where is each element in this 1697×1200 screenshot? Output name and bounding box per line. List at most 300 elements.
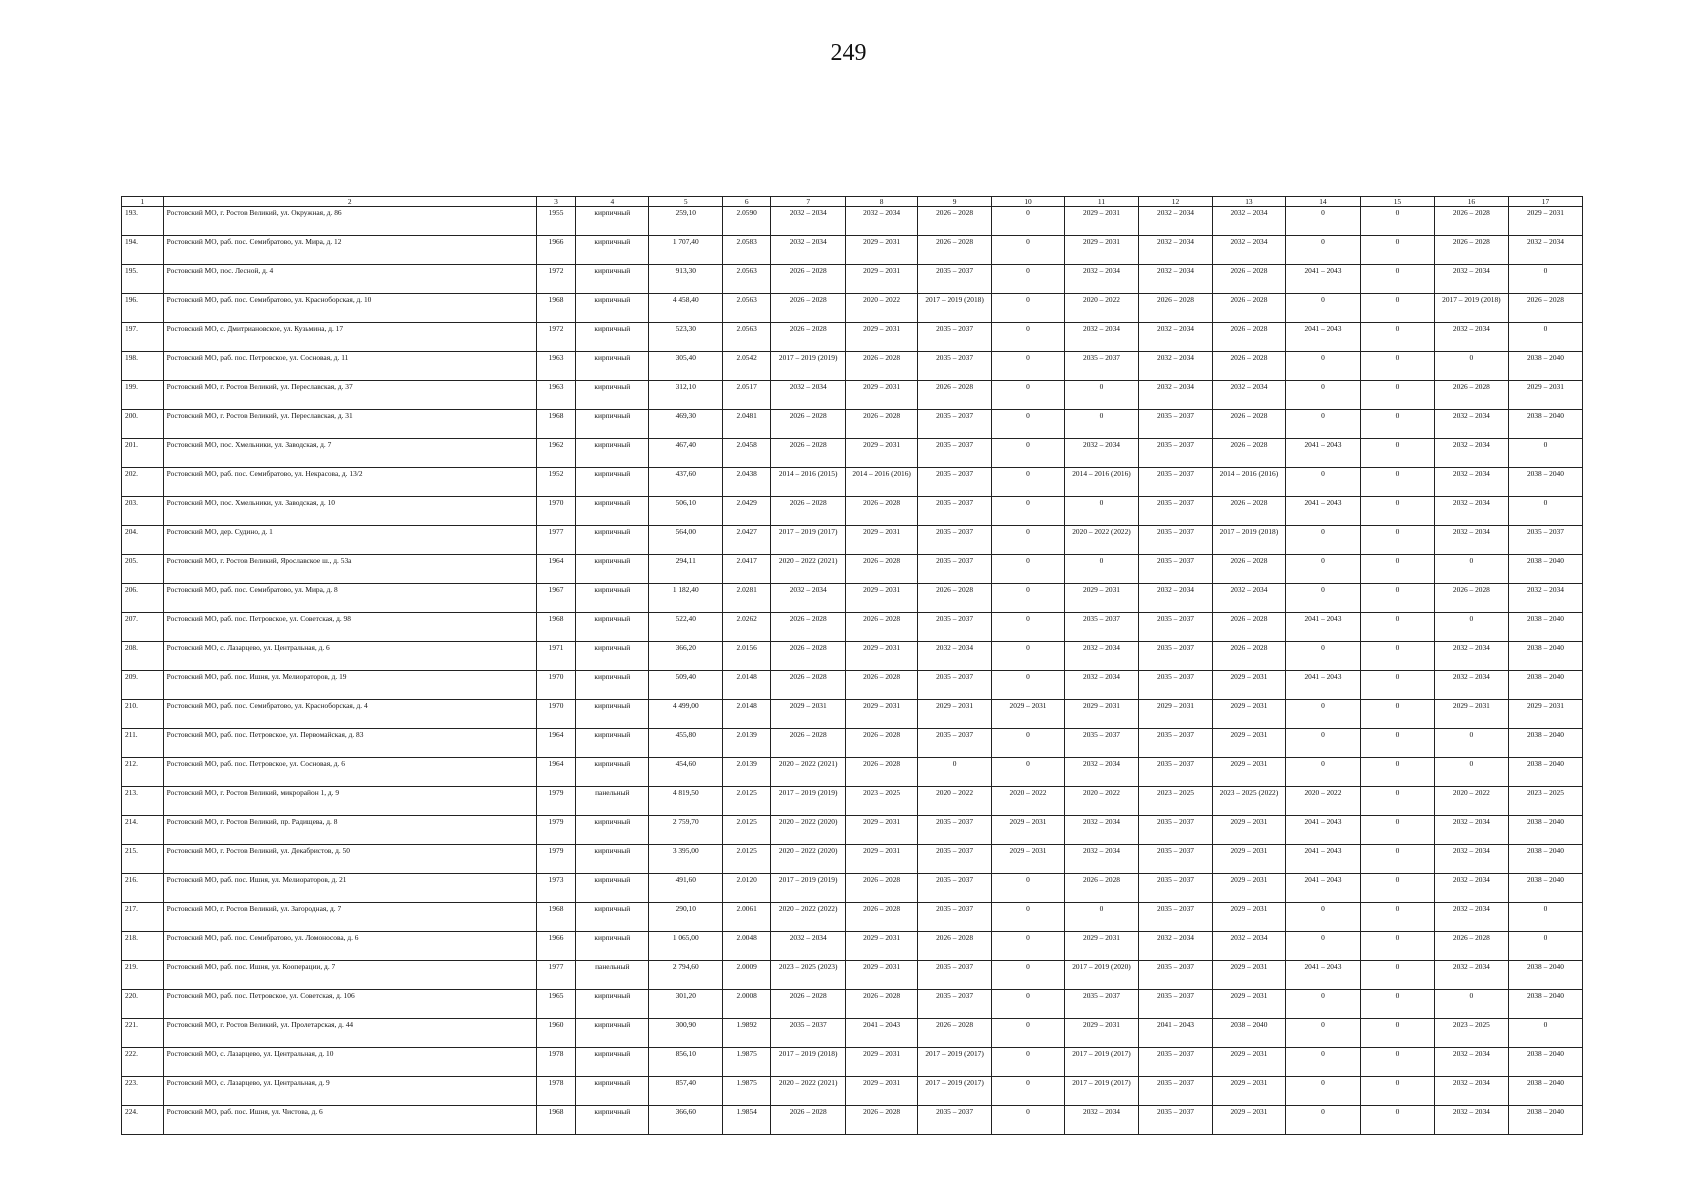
table-cell-col-2: Ростовский МО, раб. пос. Петровское, ул. Первомайская, д. 83 xyxy=(163,729,536,758)
table-cell-col-12: 2035 – 2037 xyxy=(1138,845,1212,874)
table-cell-col-17: 2038 – 2040 xyxy=(1508,468,1582,497)
table-cell-col-15: 0 xyxy=(1360,584,1434,613)
table-cell-col-5: 4 458,40 xyxy=(649,294,723,323)
table-cell-col-17: 2038 – 2040 xyxy=(1508,874,1582,903)
table-cell-col-2: Ростовский МО, с. Лазарцево, ул. Центральная, д. 6 xyxy=(163,642,536,671)
table-cell-col-13: 2026 – 2028 xyxy=(1212,439,1285,468)
table-cell-col-4: панельный xyxy=(576,961,649,990)
table-cell-col-3: 1964 xyxy=(536,555,576,584)
table-cell-col-11: 0 xyxy=(1065,903,1139,932)
table-cell-col-11: 2017 – 2019 (2017) xyxy=(1065,1048,1139,1077)
table-cell-col-3: 1973 xyxy=(536,874,576,903)
table-cell-col-13: 2029 – 2031 xyxy=(1212,903,1285,932)
table-cell-col-15: 0 xyxy=(1360,439,1434,468)
table-cell-col-16: 2032 – 2034 xyxy=(1434,671,1508,700)
table-cell-col-11: 2029 – 2031 xyxy=(1065,207,1139,236)
table-cell-col-12: 2032 – 2034 xyxy=(1138,932,1212,961)
table-cell-col-6: 2.0438 xyxy=(723,468,771,497)
table-cell-col-12: 2035 – 2037 xyxy=(1138,671,1212,700)
table-cell-col-6: 2.0427 xyxy=(723,526,771,555)
table-cell-col-8: 2026 – 2028 xyxy=(846,497,918,526)
table-cell-col-11: 2029 – 2031 xyxy=(1065,700,1139,729)
table-cell-col-9: 2026 – 2028 xyxy=(918,932,992,961)
table-cell-col-15: 0 xyxy=(1360,758,1434,787)
table-cell-col-3: 1968 xyxy=(536,903,576,932)
table-cell-col-5: 1 065,00 xyxy=(649,932,723,961)
table-cell-col-13: 2032 – 2034 xyxy=(1212,381,1285,410)
table-cell-col-2: Ростовский МО, раб. пос. Петровское, ул. Сосновая, д. 11 xyxy=(163,352,536,381)
table-cell-col-4: кирпичный xyxy=(576,671,649,700)
table-cell-col-8: 2029 – 2031 xyxy=(846,1077,918,1106)
table-cell-col-17: 2038 – 2040 xyxy=(1508,555,1582,584)
table-cell-col-1: 196. xyxy=(122,294,164,323)
table-cell-col-15: 0 xyxy=(1360,613,1434,642)
table-cell-col-2: Ростовский МО, с. Дмитриановское, ул. Кузьмина, д. 17 xyxy=(163,323,536,352)
table-cell-col-6: 2.0481 xyxy=(723,410,771,439)
table-cell-col-15: 0 xyxy=(1360,555,1434,584)
table-cell-col-15: 0 xyxy=(1360,294,1434,323)
table-cell-col-12: 2032 – 2034 xyxy=(1138,323,1212,352)
table-cell-col-12: 2035 – 2037 xyxy=(1138,1106,1212,1135)
table-cell-col-16: 2032 – 2034 xyxy=(1434,903,1508,932)
table-cell-col-4: кирпичный xyxy=(576,642,649,671)
table-cell-col-10: 0 xyxy=(992,526,1065,555)
table-cell-col-11: 2020 – 2022 (2022) xyxy=(1065,526,1139,555)
table-cell-col-5: 2 794,60 xyxy=(649,961,723,990)
table-cell-col-13: 2026 – 2028 xyxy=(1212,323,1285,352)
column-header-12: 12 xyxy=(1138,197,1212,207)
table-cell-col-8: 2029 – 2031 xyxy=(846,1048,918,1077)
table-cell-col-17: 2038 – 2040 xyxy=(1508,671,1582,700)
table-cell-col-15: 0 xyxy=(1360,642,1434,671)
table-cell-col-2: Ростовский МО, раб. пос. Петровское, ул. Сосновая, д. 6 xyxy=(163,758,536,787)
table-cell-col-11: 0 xyxy=(1065,555,1139,584)
table-cell-col-15: 0 xyxy=(1360,874,1434,903)
table-cell-col-17: 2026 – 2028 xyxy=(1508,294,1582,323)
table-cell-col-13: 2029 – 2031 xyxy=(1212,1106,1285,1135)
table-cell-col-12: 2035 – 2037 xyxy=(1138,555,1212,584)
table-cell-col-11: 2032 – 2034 xyxy=(1065,845,1139,874)
table-cell-col-4: кирпичный xyxy=(576,381,649,410)
table-cell-col-13: 2032 – 2034 xyxy=(1212,932,1285,961)
table-cell-col-14: 0 xyxy=(1285,381,1360,410)
table-cell-col-11: 0 xyxy=(1065,410,1139,439)
table-cell-col-8: 2026 – 2028 xyxy=(846,1106,918,1135)
table-cell-col-17: 2038 – 2040 xyxy=(1508,1048,1582,1077)
table-cell-col-16: 2032 – 2034 xyxy=(1434,961,1508,990)
table-cell-col-3: 1964 xyxy=(536,729,576,758)
table-row xyxy=(122,961,1583,990)
table-cell-col-12: 2032 – 2034 xyxy=(1138,352,1212,381)
table-cell-col-15: 0 xyxy=(1360,787,1434,816)
table-cell-col-6: 2.0563 xyxy=(723,294,771,323)
table-cell-col-5: 469,30 xyxy=(649,410,723,439)
table-cell-col-12: 2035 – 2037 xyxy=(1138,497,1212,526)
table-cell-col-13: 2029 – 2031 xyxy=(1212,671,1285,700)
table-cell-col-2: Ростовский МО, раб. пос. Семибратово, ул. Ломоносова, д. 6 xyxy=(163,932,536,961)
table-cell-col-8: 2029 – 2031 xyxy=(846,642,918,671)
table-cell-col-4: кирпичный xyxy=(576,1077,649,1106)
table-cell-col-4: кирпичный xyxy=(576,903,649,932)
column-header-11: 11 xyxy=(1065,197,1139,207)
table-cell-col-5: 305,40 xyxy=(649,352,723,381)
column-header-2: 2 xyxy=(163,197,536,207)
table-cell-col-6: 2.0120 xyxy=(723,874,771,903)
table-cell-col-7: 2026 – 2028 xyxy=(771,294,846,323)
table-cell-col-3: 1964 xyxy=(536,758,576,787)
table-cell-col-3: 1966 xyxy=(536,236,576,265)
table-cell-col-10: 0 xyxy=(992,294,1065,323)
table-cell-col-8: 2029 – 2031 xyxy=(846,816,918,845)
table-cell-col-7: 2020 – 2022 (2020) xyxy=(771,845,846,874)
table-cell-col-11: 2020 – 2022 xyxy=(1065,294,1139,323)
table-cell-col-10: 0 xyxy=(992,1077,1065,1106)
table-cell-col-10: 0 xyxy=(992,497,1065,526)
table-cell-col-1: 222. xyxy=(122,1048,164,1077)
table-cell-col-4: кирпичный xyxy=(576,323,649,352)
table-cell-col-15: 0 xyxy=(1360,352,1434,381)
table-cell-col-4: кирпичный xyxy=(576,439,649,468)
table-cell-col-10: 0 xyxy=(992,410,1065,439)
table-cell-col-3: 1960 xyxy=(536,1019,576,1048)
table-cell-col-17: 2038 – 2040 xyxy=(1508,642,1582,671)
table-cell-col-3: 1970 xyxy=(536,671,576,700)
table-cell-col-1: 203. xyxy=(122,497,164,526)
table-cell-col-1: 204. xyxy=(122,526,164,555)
table-cell-col-2: Ростовский МО, пос. Хмельники, ул. Заводская, д. 10 xyxy=(163,497,536,526)
table-cell-col-8: 2026 – 2028 xyxy=(846,671,918,700)
table-cell-col-8: 2029 – 2031 xyxy=(846,439,918,468)
table-cell-col-14: 0 xyxy=(1285,1106,1360,1135)
table-cell-col-12: 2035 – 2037 xyxy=(1138,990,1212,1019)
table-cell-col-9: 2029 – 2031 xyxy=(918,700,992,729)
table-cell-col-8: 2029 – 2031 xyxy=(846,526,918,555)
table-cell-col-3: 1972 xyxy=(536,323,576,352)
table-cell-col-14: 2041 – 2043 xyxy=(1285,323,1360,352)
table-cell-col-8: 2029 – 2031 xyxy=(846,323,918,352)
table-cell-col-11: 2014 – 2016 (2016) xyxy=(1065,468,1139,497)
table-cell-col-17: 2035 – 2037 xyxy=(1508,526,1582,555)
table-cell-col-8: 2026 – 2028 xyxy=(846,758,918,787)
table-cell-col-3: 1965 xyxy=(536,990,576,1019)
table-cell-col-7: 2026 – 2028 xyxy=(771,990,846,1019)
table-row xyxy=(122,787,1583,816)
table-cell-col-1: 205. xyxy=(122,555,164,584)
table-cell-col-11: 2035 – 2037 xyxy=(1065,729,1139,758)
table-cell-col-15: 0 xyxy=(1360,700,1434,729)
table-cell-col-11: 0 xyxy=(1065,497,1139,526)
table-cell-col-15: 0 xyxy=(1360,903,1434,932)
table-cell-col-2: Ростовский МО, г. Ростов Великий, Ярославское ш., д. 53а xyxy=(163,555,536,584)
table-cell-col-12: 2029 – 2031 xyxy=(1138,700,1212,729)
table-row xyxy=(122,816,1583,845)
table-row xyxy=(122,352,1583,381)
table-cell-col-13: 2032 – 2034 xyxy=(1212,207,1285,236)
table-cell-col-4: кирпичный xyxy=(576,1106,649,1135)
table-cell-col-1: 207. xyxy=(122,613,164,642)
table-cell-col-1: 206. xyxy=(122,584,164,613)
table-cell-col-1: 201. xyxy=(122,439,164,468)
table-cell-col-1: 202. xyxy=(122,468,164,497)
table-row xyxy=(122,1077,1583,1106)
table-cell-col-4: кирпичный xyxy=(576,700,649,729)
table-row xyxy=(122,497,1583,526)
table-cell-col-8: 2026 – 2028 xyxy=(846,874,918,903)
table-cell-col-2: Ростовский МО, г. Ростов Великий, ул. Пролетарская, д. 44 xyxy=(163,1019,536,1048)
table-cell-col-4: кирпичный xyxy=(576,758,649,787)
table-cell-col-14: 2020 – 2022 xyxy=(1285,787,1360,816)
table-cell-col-13: 2029 – 2031 xyxy=(1212,1048,1285,1077)
table-cell-col-15: 0 xyxy=(1360,671,1434,700)
table-cell-col-8: 2029 – 2031 xyxy=(846,845,918,874)
table-cell-col-9: 2035 – 2037 xyxy=(918,845,992,874)
table-row xyxy=(122,323,1583,352)
table-cell-col-7: 2017 – 2019 (2017) xyxy=(771,526,846,555)
table-row xyxy=(122,671,1583,700)
table-cell-col-2: Ростовский МО, раб. пос. Ишня, ул. Чистова, д. 6 xyxy=(163,1106,536,1135)
table-cell-col-14: 0 xyxy=(1285,352,1360,381)
table-cell-col-5: 294,11 xyxy=(649,555,723,584)
table-cell-col-17: 2038 – 2040 xyxy=(1508,845,1582,874)
column-header-9: 9 xyxy=(918,197,992,207)
table-cell-col-7: 2029 – 2031 xyxy=(771,700,846,729)
column-header-10: 10 xyxy=(992,197,1065,207)
table-cell-col-3: 1966 xyxy=(536,932,576,961)
table-cell-col-1: 197. xyxy=(122,323,164,352)
table-cell-col-13: 2026 – 2028 xyxy=(1212,410,1285,439)
table-cell-col-7: 2020 – 2022 (2020) xyxy=(771,816,846,845)
table-cell-col-14: 0 xyxy=(1285,642,1360,671)
table-cell-col-6: 2.0563 xyxy=(723,323,771,352)
table-cell-col-12: 2032 – 2034 xyxy=(1138,584,1212,613)
table-cell-col-6: 2.0262 xyxy=(723,613,771,642)
table-cell-col-12: 2035 – 2037 xyxy=(1138,1048,1212,1077)
table-cell-col-5: 522,40 xyxy=(649,613,723,642)
table-cell-col-12: 2035 – 2037 xyxy=(1138,816,1212,845)
table-cell-col-7: 2035 – 2037 xyxy=(771,1019,846,1048)
table-cell-col-1: 194. xyxy=(122,236,164,265)
table-cell-col-9: 2035 – 2037 xyxy=(918,555,992,584)
table-cell-col-6: 2.0583 xyxy=(723,236,771,265)
table-cell-col-7: 2023 – 2025 (2023) xyxy=(771,961,846,990)
table-cell-col-13: 2029 – 2031 xyxy=(1212,990,1285,1019)
table-cell-col-14: 0 xyxy=(1285,236,1360,265)
table-cell-col-16: 2026 – 2028 xyxy=(1434,584,1508,613)
table-cell-col-7: 2020 – 2022 (2021) xyxy=(771,1077,846,1106)
table-cell-col-6: 2.0125 xyxy=(723,845,771,874)
table-cell-col-8: 2023 – 2025 xyxy=(846,787,918,816)
table-cell-col-6: 2.0148 xyxy=(723,700,771,729)
table-cell-col-1: 220. xyxy=(122,990,164,1019)
table-cell-col-14: 0 xyxy=(1285,555,1360,584)
table-row xyxy=(122,236,1583,265)
table-cell-col-6: 1.9854 xyxy=(723,1106,771,1135)
table-cell-col-13: 2026 – 2028 xyxy=(1212,613,1285,642)
table-cell-col-16: 2026 – 2028 xyxy=(1434,932,1508,961)
table-cell-col-7: 2026 – 2028 xyxy=(771,265,846,294)
table-cell-col-9: 2035 – 2037 xyxy=(918,816,992,845)
table-cell-col-9: 2035 – 2037 xyxy=(918,526,992,555)
table-row xyxy=(122,439,1583,468)
table-cell-col-13: 2026 – 2028 xyxy=(1212,294,1285,323)
table-cell-col-9: 2035 – 2037 xyxy=(918,613,992,642)
table-cell-col-9: 2035 – 2037 xyxy=(918,1106,992,1135)
table-cell-col-16: 2032 – 2034 xyxy=(1434,1048,1508,1077)
table-cell-col-9: 2020 – 2022 xyxy=(918,787,992,816)
table-cell-col-10: 2029 – 2031 xyxy=(992,845,1065,874)
table-cell-col-15: 0 xyxy=(1360,1019,1434,1048)
column-header-8: 8 xyxy=(846,197,918,207)
table-cell-col-5: 913,30 xyxy=(649,265,723,294)
table-cell-col-6: 2.0156 xyxy=(723,642,771,671)
table-cell-col-3: 1978 xyxy=(536,1048,576,1077)
table-cell-col-4: кирпичный xyxy=(576,845,649,874)
table-cell-col-2: Ростовский МО, г. Ростов Великий, ул. Переславская, д. 37 xyxy=(163,381,536,410)
table-cell-col-5: 506,10 xyxy=(649,497,723,526)
table-cell-col-16: 2032 – 2034 xyxy=(1434,439,1508,468)
table-cell-col-11: 2032 – 2034 xyxy=(1065,265,1139,294)
table-cell-col-4: кирпичный xyxy=(576,613,649,642)
table-cell-col-10: 0 xyxy=(992,207,1065,236)
table-cell-col-13: 2032 – 2034 xyxy=(1212,584,1285,613)
table-cell-col-12: 2035 – 2037 xyxy=(1138,642,1212,671)
table-cell-col-1: 210. xyxy=(122,700,164,729)
table-cell-col-12: 2032 – 2034 xyxy=(1138,381,1212,410)
table-cell-col-11: 2035 – 2037 xyxy=(1065,990,1139,1019)
table-cell-col-12: 2035 – 2037 xyxy=(1138,410,1212,439)
table-cell-col-1: 200. xyxy=(122,410,164,439)
table-cell-col-10: 0 xyxy=(992,1019,1065,1048)
table-cell-col-2: Ростовский МО, пос. Хмельники, ул. Заводская, д. 7 xyxy=(163,439,536,468)
table-cell-col-17: 2038 – 2040 xyxy=(1508,758,1582,787)
table-cell-col-7: 2017 – 2019 (2018) xyxy=(771,1048,846,1077)
table-cell-col-11: 0 xyxy=(1065,381,1139,410)
table-cell-col-8: 2029 – 2031 xyxy=(846,961,918,990)
table-row xyxy=(122,526,1583,555)
table-cell-col-17: 2038 – 2040 xyxy=(1508,352,1582,381)
table-cell-col-16: 2032 – 2034 xyxy=(1434,323,1508,352)
table-cell-col-11: 2032 – 2034 xyxy=(1065,439,1139,468)
table-cell-col-6: 1.9875 xyxy=(723,1048,771,1077)
table-cell-col-3: 1963 xyxy=(536,352,576,381)
table-cell-col-1: 193. xyxy=(122,207,164,236)
table-row xyxy=(122,932,1583,961)
table-cell-col-3: 1952 xyxy=(536,468,576,497)
table-cell-col-8: 2026 – 2028 xyxy=(846,903,918,932)
table-cell-col-8: 2014 – 2016 (2016) xyxy=(846,468,918,497)
table-cell-col-10: 0 xyxy=(992,671,1065,700)
table-cell-col-16: 2032 – 2034 xyxy=(1434,497,1508,526)
table-cell-col-14: 0 xyxy=(1285,207,1360,236)
table-cell-col-7: 2032 – 2034 xyxy=(771,207,846,236)
table-cell-col-10: 0 xyxy=(992,323,1065,352)
table-cell-col-7: 2020 – 2022 (2022) xyxy=(771,903,846,932)
table-cell-col-3: 1972 xyxy=(536,265,576,294)
table-cell-col-6: 2.0417 xyxy=(723,555,771,584)
table-row xyxy=(122,729,1583,758)
table-cell-col-5: 2 759,70 xyxy=(649,816,723,845)
table-cell-col-6: 2.0125 xyxy=(723,787,771,816)
table-cell-col-7: 2017 – 2019 (2019) xyxy=(771,352,846,381)
column-header-1: 1 xyxy=(122,197,164,207)
table-cell-col-14: 0 xyxy=(1285,758,1360,787)
table-cell-col-4: кирпичный xyxy=(576,497,649,526)
table-cell-col-11: 2032 – 2034 xyxy=(1065,642,1139,671)
table-cell-col-4: кирпичный xyxy=(576,932,649,961)
table-cell-col-5: 437,60 xyxy=(649,468,723,497)
table-cell-col-8: 2029 – 2031 xyxy=(846,265,918,294)
column-header-15: 15 xyxy=(1360,197,1434,207)
table-cell-col-14: 0 xyxy=(1285,1019,1360,1048)
table-cell-col-14: 2041 – 2043 xyxy=(1285,671,1360,700)
table-cell-col-13: 2026 – 2028 xyxy=(1212,265,1285,294)
table-cell-col-6: 2.0139 xyxy=(723,729,771,758)
table-cell-col-12: 2035 – 2037 xyxy=(1138,1077,1212,1106)
table-cell-col-1: 211. xyxy=(122,729,164,758)
table-cell-col-2: Ростовский МО, раб. пос. Ишня, ул. Мелиораторов, д. 19 xyxy=(163,671,536,700)
table-cell-col-4: кирпичный xyxy=(576,816,649,845)
table-cell-col-2: Ростовский МО, г. Ростов Великий, ул. Загородная, д. 7 xyxy=(163,903,536,932)
table-cell-col-15: 0 xyxy=(1360,410,1434,439)
table-cell-col-6: 2.0125 xyxy=(723,816,771,845)
table-cell-col-17: 2038 – 2040 xyxy=(1508,1106,1582,1135)
table-cell-col-1: 221. xyxy=(122,1019,164,1048)
table-cell-col-13: 2026 – 2028 xyxy=(1212,555,1285,584)
table-cell-col-3: 1970 xyxy=(536,700,576,729)
table-cell-col-6: 1.9875 xyxy=(723,1077,771,1106)
table-row xyxy=(122,265,1583,294)
table-cell-col-2: Ростовский МО, раб. пос. Семибратово, ул. Мира, д. 12 xyxy=(163,236,536,265)
table-row xyxy=(122,381,1583,410)
table-cell-col-2: Ростовский МО, раб. пос. Ишня, ул. Кооперации, д. 7 xyxy=(163,961,536,990)
table-cell-col-9: 2035 – 2037 xyxy=(918,990,992,1019)
table-cell-col-14: 2041 – 2043 xyxy=(1285,265,1360,294)
table-cell-col-14: 0 xyxy=(1285,1077,1360,1106)
table-cell-col-3: 1968 xyxy=(536,294,576,323)
table-cell-col-7: 2026 – 2028 xyxy=(771,1106,846,1135)
table-cell-col-5: 454,60 xyxy=(649,758,723,787)
table-cell-col-13: 2026 – 2028 xyxy=(1212,497,1285,526)
table-cell-col-12: 2035 – 2037 xyxy=(1138,903,1212,932)
table-cell-col-17: 2038 – 2040 xyxy=(1508,613,1582,642)
table-cell-col-7: 2026 – 2028 xyxy=(771,439,846,468)
table-cell-col-9: 2026 – 2028 xyxy=(918,584,992,613)
table-cell-col-16: 0 xyxy=(1434,613,1508,642)
table-cell-col-11: 2032 – 2034 xyxy=(1065,323,1139,352)
table-cell-col-2: Ростовский МО, г. Ростов Великий, пр. Радищева, д. 8 xyxy=(163,816,536,845)
table-cell-col-7: 2026 – 2028 xyxy=(771,613,846,642)
table-cell-col-8: 2026 – 2028 xyxy=(846,410,918,439)
table-row xyxy=(122,410,1583,439)
table-cell-col-13: 2023 – 2025 (2022) xyxy=(1212,787,1285,816)
column-header-3: 3 xyxy=(536,197,576,207)
table-cell-col-3: 1968 xyxy=(536,1106,576,1135)
table-cell-col-16: 2032 – 2034 xyxy=(1434,816,1508,845)
table-cell-col-4: кирпичный xyxy=(576,468,649,497)
table-cell-col-7: 2026 – 2028 xyxy=(771,729,846,758)
table-cell-col-17: 0 xyxy=(1508,323,1582,352)
table-cell-col-6: 2.0458 xyxy=(723,439,771,468)
table-cell-col-4: кирпичный xyxy=(576,1019,649,1048)
table-cell-col-10: 0 xyxy=(992,932,1065,961)
table-cell-col-11: 2032 – 2034 xyxy=(1065,816,1139,845)
table-cell-col-16: 2023 – 2025 xyxy=(1434,1019,1508,1048)
housing-table-container xyxy=(121,196,1583,1135)
table-cell-col-3: 1970 xyxy=(536,497,576,526)
table-cell-col-12: 2035 – 2037 xyxy=(1138,439,1212,468)
table-cell-col-11: 2020 – 2022 xyxy=(1065,787,1139,816)
table-cell-col-2: Ростовский МО, г. Ростов Великий, ул. Окружная, д. 86 xyxy=(163,207,536,236)
